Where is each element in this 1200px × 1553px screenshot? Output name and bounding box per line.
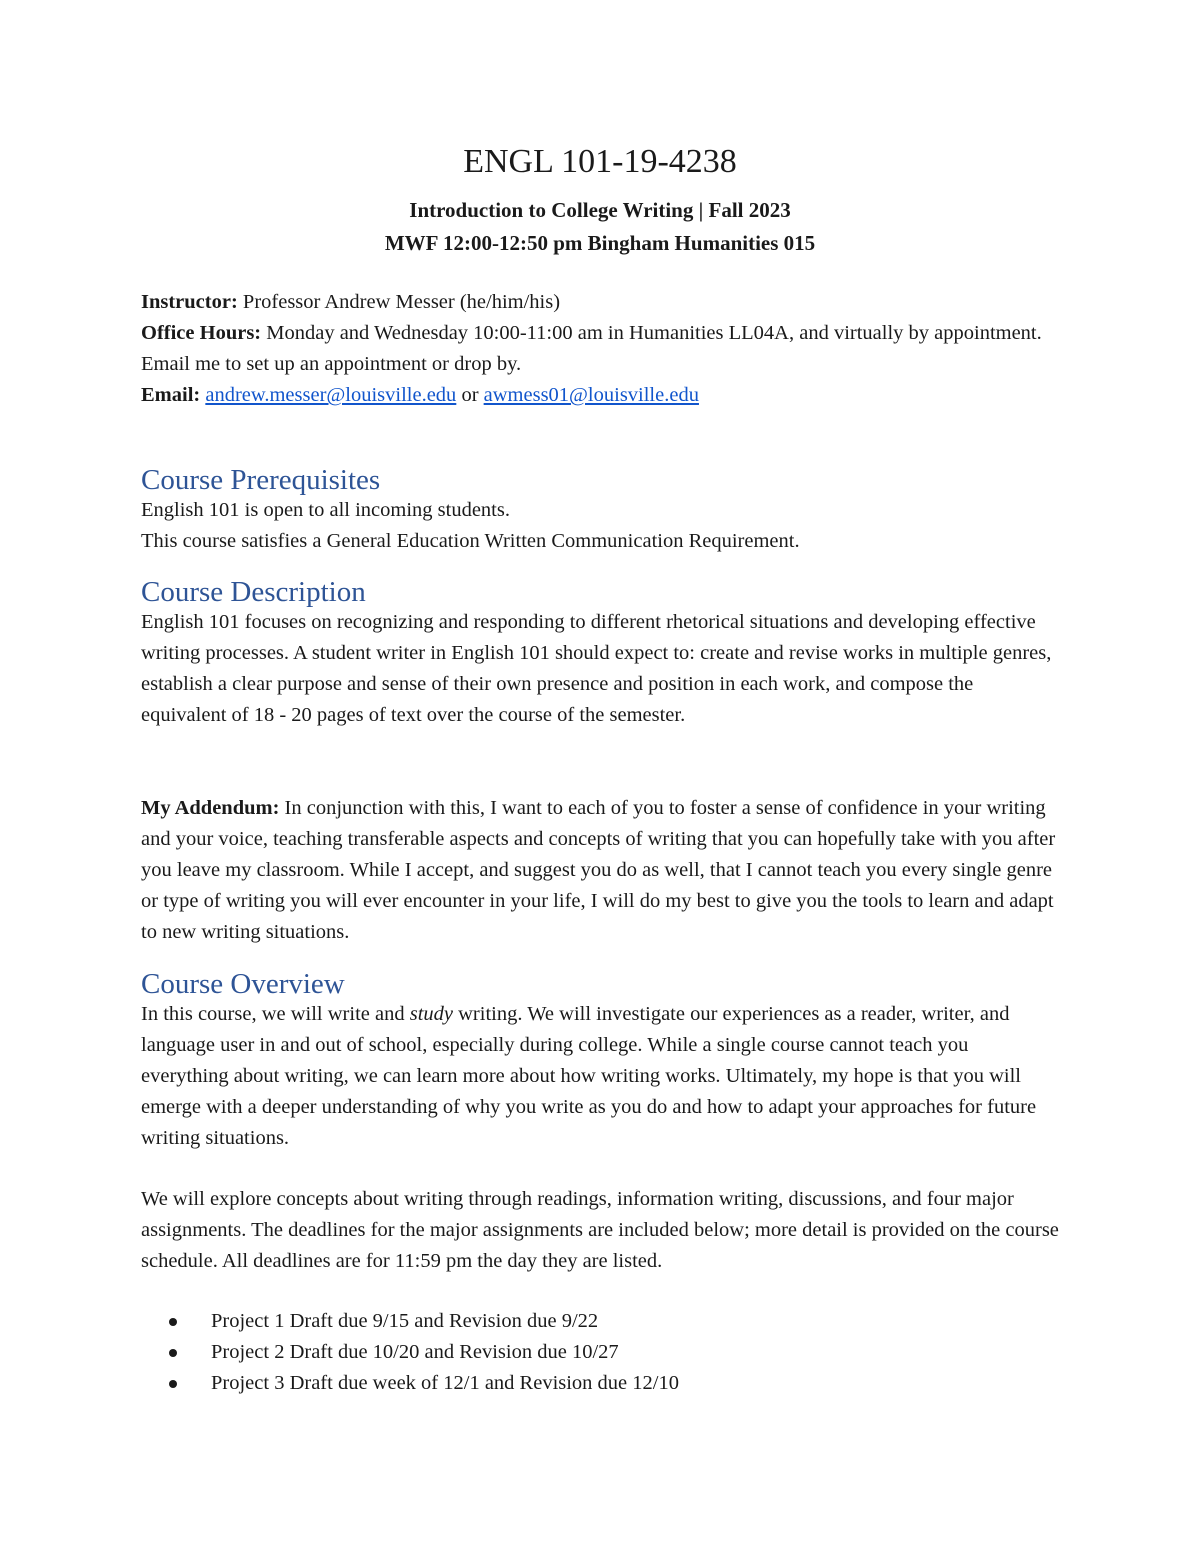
addendum-label: My Addendum: xyxy=(141,797,280,819)
overview-heading: Course Overview xyxy=(141,968,345,1000)
prerequisites-heading: Course Prerequisites xyxy=(141,464,381,496)
instructor-value: Professor Andrew Messer (he/him/his) xyxy=(237,291,561,313)
overview-p1-emphasis: study xyxy=(409,1003,453,1025)
overview-paragraph-2: We will explore concepts about writing through readings, information writing, discussions, and four major assignments. The deadlines for the major assignments are included below; more detail is provided on the course schedule. All deadlines are for 11:59 pm the day they are listed. xyxy=(141,1188,1059,1272)
list-item xyxy=(141,1306,1059,1337)
overview-p1-start: In this course, we will write and xyxy=(141,1003,410,1025)
deadline-list xyxy=(141,1306,1059,1399)
prerequisites-line-2: This course satisfies a General Education Written Communication Requirement. xyxy=(141,530,800,552)
email-line xyxy=(141,380,1059,411)
prerequisites-line-1: English 101 is open to all incoming students. xyxy=(141,499,510,521)
deadline-text: Project 2 Draft due 10/20 and Revision due 10/27 xyxy=(211,1341,619,1363)
course-schedule-line: MWF 12:00-12:50 pm Bingham Humanities 015 xyxy=(384,231,816,255)
email-link-secondary[interactable]: awmess01@louisville.edu xyxy=(483,384,699,406)
addendum-body: In conjunction with this, I want to each of you to foster a sense of confidence in your writing and your voice, teaching transferable aspects and concepts of writing that you can hopefully take with you after you leave my classroom. While I accept, and suggest you do as well, that I cannot teach you every single genre or type of writing you will ever encounter in your life, I will do my best to give you the tools to learn and adapt to new writing situations. xyxy=(141,797,1056,943)
overview-paragraph-1 xyxy=(141,999,1059,1154)
overview-p1-end: writing. We will investigate our experiences as a reader, writer, and language user in and out of school, especially during college. While a single course cannot teach you everything about writing, we can learn more about how writing works. Ultimately, my hope is that you will emerge with a deeper understanding of why you write as you do and how to adapt your approaches for future writing situations. xyxy=(141,1003,1037,1149)
list-item xyxy=(141,1368,1059,1399)
instructor-line xyxy=(141,287,1059,318)
description-body: English 101 focuses on recognizing and responding to different rhetorical situations and developing effective writing processes. A student writer in English 101 should expect to: create and revise works in multiple genres, establish a clear purpose and sense of their own presence and position in each work, and compose the equivalent of 18 - 20 pages of text over the course of the semester. xyxy=(141,611,1052,726)
course-title-line: Introduction to College Writing | Fall 2023 xyxy=(409,198,791,222)
office-hours-label: Office Hours: xyxy=(141,322,262,344)
list-item xyxy=(141,1337,1059,1368)
bullet-icon xyxy=(169,1380,177,1388)
addendum-paragraph xyxy=(141,793,1059,948)
instructor-label: Instructor: xyxy=(141,291,238,313)
bullet-icon xyxy=(169,1349,177,1357)
office-hours-line xyxy=(141,318,1059,380)
email-link-primary[interactable]: andrew.messer@louisville.edu xyxy=(205,384,457,406)
bullet-icon xyxy=(169,1318,177,1326)
deadline-text: Project 3 Draft due week of 12/1 and Revision due 12/10 xyxy=(211,1372,679,1394)
office-hours-value: Monday and Wednesday 10:00-11:00 am in Humanities LL04A, and virtually by appointment. Email me to set up an appointment or drop by. xyxy=(141,322,1042,375)
course-code-title: ENGL 101-19-4238 xyxy=(463,143,737,180)
description-heading: Course Description xyxy=(141,576,366,608)
email-or: or xyxy=(456,384,484,406)
email-label: Email: xyxy=(141,384,201,406)
deadline-text: Project 1 Draft due 9/15 and Revision due 9/22 xyxy=(211,1310,599,1332)
